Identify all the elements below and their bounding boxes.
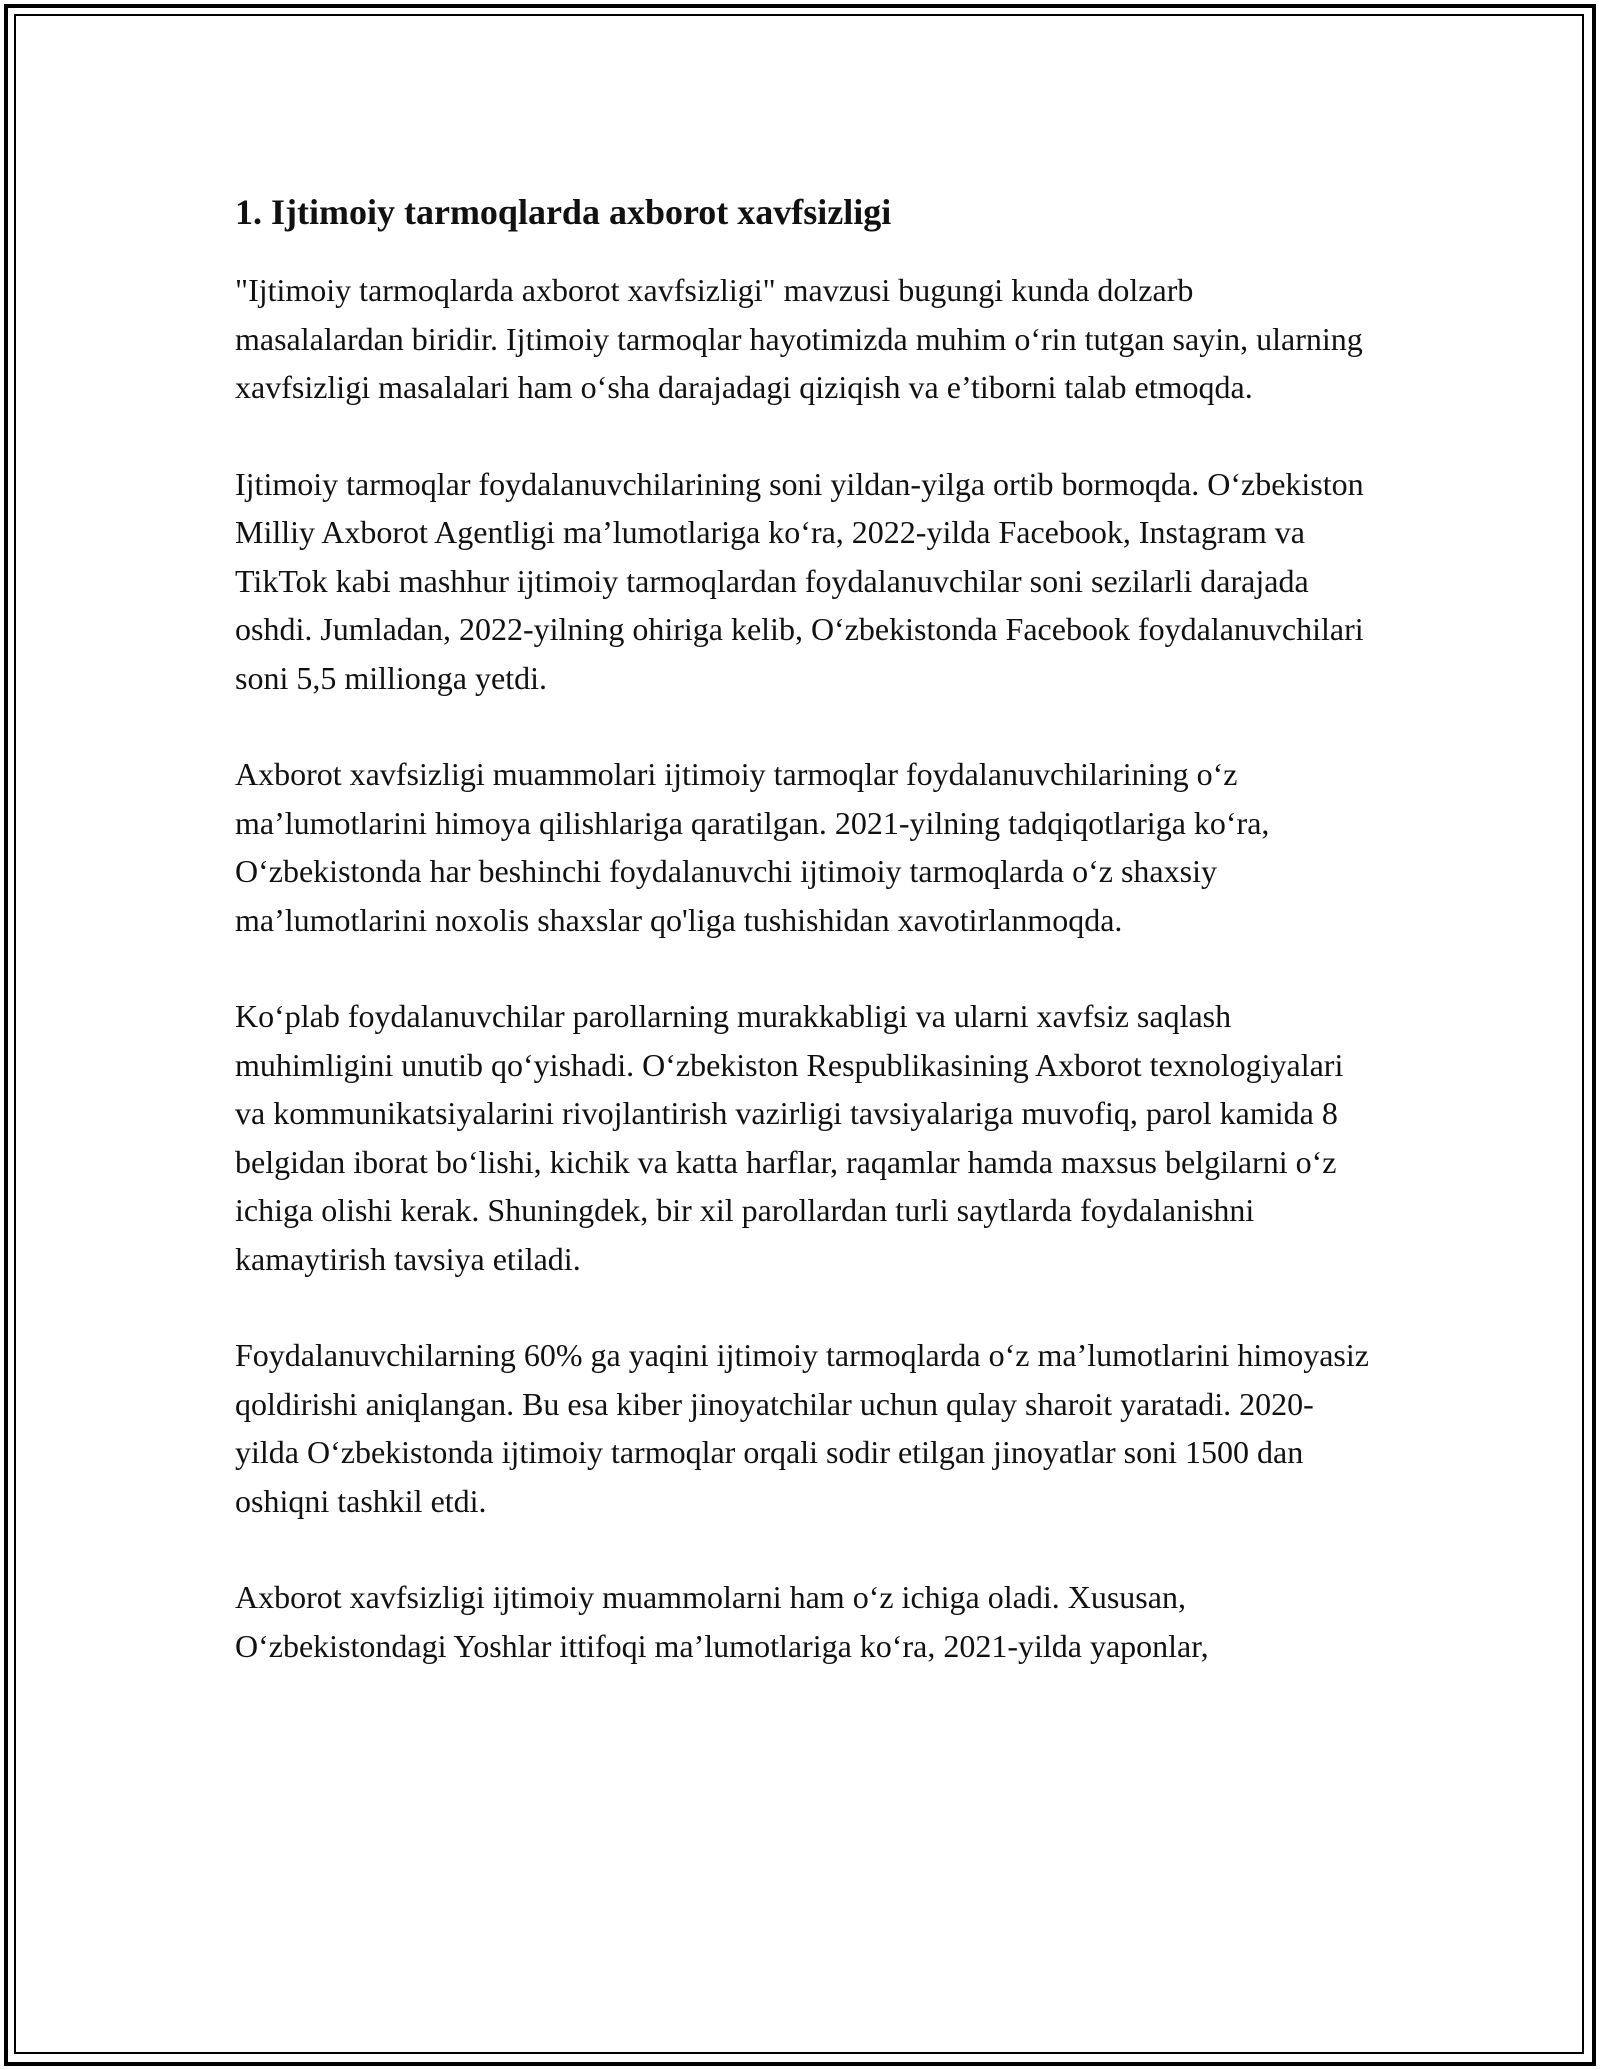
paragraph-social-issues: Axborot xavfsizligi ijtimoiy muammolarni ham o‘z ichiga oladi. Xususan, O‘zbekistondagi Yoshlar ittifoqi ma’lumotlariga ko‘ra, 2021-yilda yaponlar,	[235, 1579, 1209, 1664]
section-heading: 1. Ijtimoiy tarmoqlarda axborot xavfsizligi	[235, 192, 892, 232]
paragraph-data-protection: Axborot xavfsizligi muammolari ijtimoiy tarmoqlar foydalanuvchilarining o‘z ma’lumotlarini himoya qilishlariga qaratilgan. 2021-yilning tadqiqotlariga ko‘ra, O‘zbekistonda har beshinchi foydalanuvchi ijtimoiy tarmoqlarda o‘z shaxsiy ma’lumotlarini noxolis shaxslar qo'liga tushishidan xavotirlanmoqda.	[235, 756, 1270, 938]
paragraph-passwords: Ko‘plab foydalanuvchilar parollarning murakkabligi va ularni xavfsiz saqlash muhimligini unutib qo‘yishadi. O‘zbekiston Respublikasining Axborot texnologiyalari va kommunikatsiyalarini rivojlantirish vazirligi tavsiyalariga muvofiq, parol kamida 8 belgidan iborat bo‘lishi, kichik va katta harflar, raqamlar hamda maxsus belgilarni o‘z ichiga olishi kerak. Shuningdek, bir xil parollardan turli saytlarda foydalanishni kamaytirish tavsiya etiladi.	[235, 998, 1344, 1277]
document-page	[235, 188, 1370, 1718]
paragraph-cybercrime: Foydalanuvchilarning 60% ga yaqini ijtimoiy tarmoqlarda o‘z ma’lumotlarini himoyasiz qoldirishi aniqlangan. Bu esa kiber jinoyatchilar uchun qulay sharoit yaratadi. 2020-yilda O‘zbekistonda ijtimoiy tarmoqlar orqali sodir etilgan jinoyatlar soni 1500 dan oshiqni tashkil etdi.	[235, 1337, 1369, 1519]
paragraph-user-growth: Ijtimoiy tarmoqlar foydalanuvchilarining soni yildan-yilga ortib bormoqda. O‘zbekiston Milliy Axborot Agentligi ma’lumotlariga ko‘ra, 2022-yilda Facebook, Instagram va TikTok kabi mashhur ijtimoiy tarmoqlardan foydalanuvchilar soni sezilarli darajada oshdi. Jumladan, 2022-yilning ohiriga kelib, O‘zbekistonda Facebook foydalanuvchilari soni 5,5 millionga yetdi.	[235, 465, 1364, 696]
paragraph-intro: "Ijtimoiy tarmoqlarda axborot xavfsizligi" mavzusi bugungi kunda dolzarb masalalardan biridir. Ijtimoiy tarmoqlar hayotimizda muhim o‘rin tutgan sayin, ularning xavfsizligi masalalari ham o‘sha darajadagi qiziqish va e’tiborni talab etmoqda.	[235, 272, 1363, 405]
